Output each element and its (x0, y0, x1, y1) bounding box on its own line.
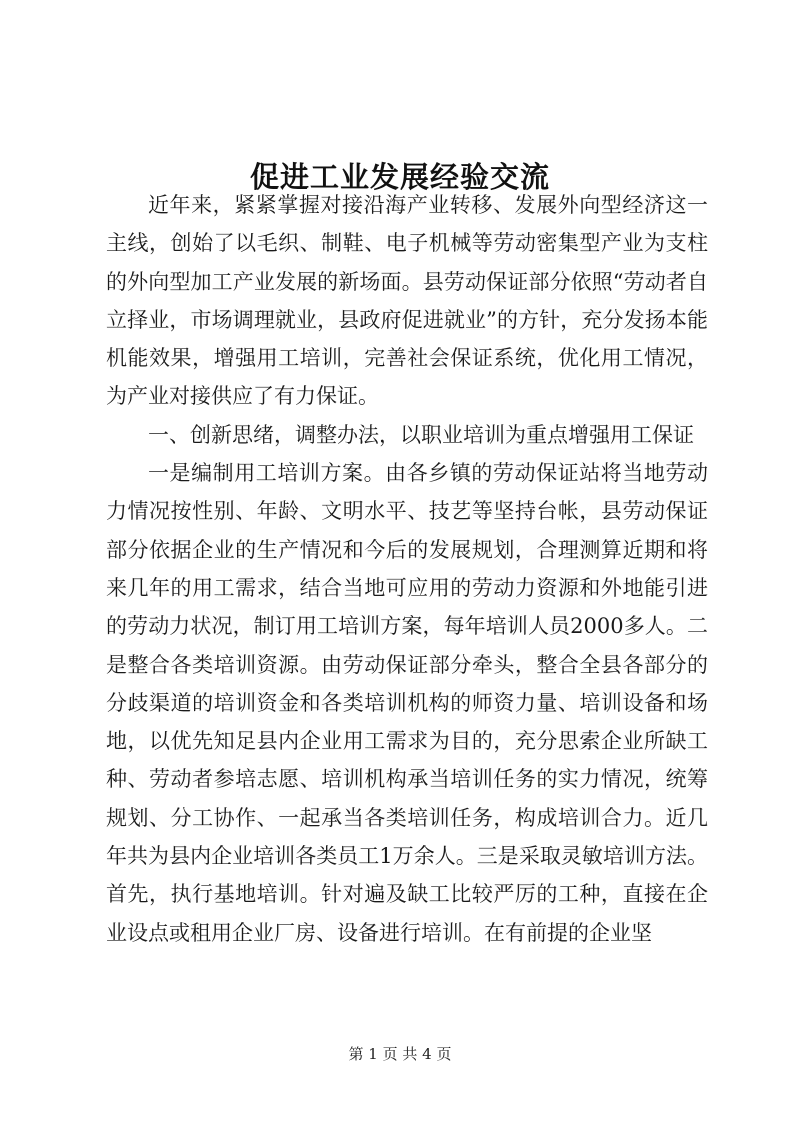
paragraph-training: 一是编制用工培训方案。由各乡镇的劳动保证站将当地劳动力情况按性别、年龄、文明水平、技艺等坚持台帐，县劳动保证部分依据企业的生产情况和今后的发展规划，合理测算近期和将来几年的用工需求，结合当地可应用的劳动力资源和外地能引进的劳动力状况，制订用工培训方案，每年培训人员2000多人。二是整合各类培训资源。由劳动保证部分牵头，整合全县各部分的分歧渠道的培训资金和各类培训机构的师资力量、培训设备和场地，以优先知足县内企业用工需求为目的，充分思索企业所缺工种、劳动者参培志愿、培训机构承当培训任务的实力情况，统筹规划、分工协作、一起承当各类培训任务，构成培训合力。近几年共为县内企业培训各类员工1万余人。三是采取灵敏培训方法。首先，执行基地培训。针对遍及缺工比较严厉的工种，直接在企业设点或租用企业厂房、设备进行培训。在有前提的企业坚 (106, 461, 708, 945)
section-heading: 一、创新思绪，调整办法，以职业培训为重点增强用工保证 (148, 422, 694, 447)
document-body (106, 186, 708, 952)
page-number-footer: 第 1 页 共 4 页 (348, 1045, 452, 1063)
page-title: 促进工业发展经验交流 (249, 160, 550, 195)
paragraph-intro: 近年来，紧紧掌握对接沿海产业转移、发展外向型经济这一主线，创始了以毛织、制鞋、电子机械等劳动密集型产业为支柱的外向型加工产业发展的新场面。县劳动保证部分依照“劳动者自立择业，市场调理就业，县政府促进就业”的方针，充分发扬本能机能效果，增强用工培训，完善社会保证系统，优化用工情况，为产业对接供应了有力保证。 (106, 193, 708, 409)
